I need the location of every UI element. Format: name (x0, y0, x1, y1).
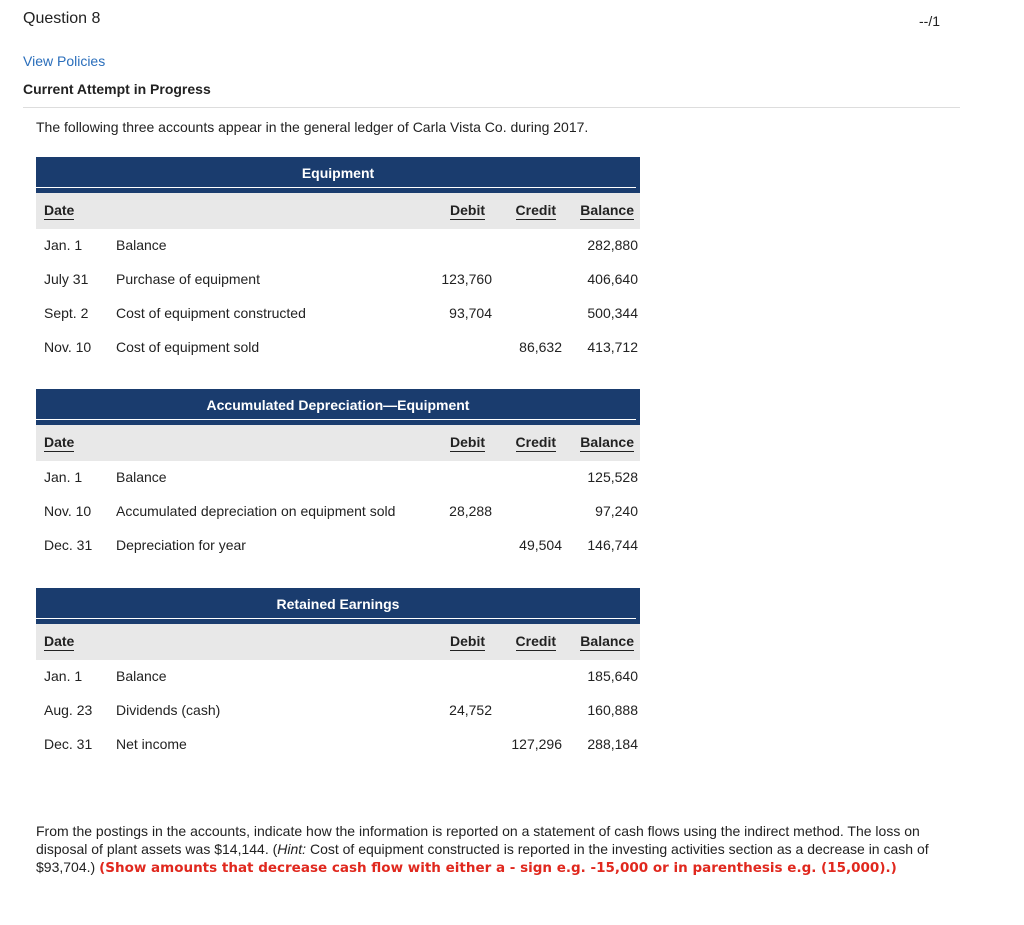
ledger-header (36, 389, 640, 425)
table-row: Jan. 1 Balance 185,640 (44, 668, 638, 684)
view-policies-link[interactable]: View Policies (23, 53, 106, 69)
col-debit: Debit (450, 434, 485, 450)
ledger-equipment (36, 157, 640, 365)
table-row: Nov. 10 Cost of equipment sold 86,632 413,712 (44, 339, 638, 355)
col-credit: Credit (515, 202, 556, 218)
question-intro: The following three accounts appear in the general ledger of Carla Vista Co. during 2017. (36, 119, 589, 135)
ledger-title: Equipment (301, 165, 375, 181)
ledger-title: Accumulated Depreciation—Equipment (206, 397, 470, 413)
answer-format-instruction: (Show amounts that decrease cash flow with either a - sign e.g. -15,000 or in parenthesis e.g. (15,000).) (99, 860, 897, 876)
col-debit: Debit (450, 633, 485, 649)
col-date: Date (44, 202, 75, 218)
col-debit: Debit (450, 202, 485, 218)
score-display: --/1 (919, 13, 940, 29)
column-headers (36, 193, 640, 229)
table-row: Dec. 31 Depreciation for year 49,504 146,744 (44, 537, 638, 553)
table-row: Nov. 10 Accumulated depreciation on equipment sold 28,288 97,240 (44, 503, 638, 519)
column-headers (36, 425, 640, 461)
table-row: Aug. 23 Dividends (cash) 24,752 160,888 (44, 702, 638, 718)
table-row: Sept. 2 Cost of equipment constructed 93,704 500,344 (44, 305, 638, 321)
table-row: July 31 Purchase of equipment 123,760 406,640 (44, 271, 638, 287)
table-row: Jan. 1 Balance 125,528 (44, 469, 638, 485)
attempt-status: Current Attempt in Progress (23, 81, 211, 97)
column-headers (36, 624, 640, 660)
col-balance: Balance (580, 434, 634, 450)
ledger-header (36, 157, 640, 193)
question-title: Question 8 (23, 10, 101, 27)
hint-label: Hint: (277, 841, 307, 857)
col-date: Date (44, 633, 75, 649)
col-date: Date (44, 434, 75, 450)
col-credit: Credit (515, 633, 556, 649)
ledger-accumulated-depreciation (36, 389, 640, 563)
divider (23, 107, 960, 108)
table-row: Jan. 1 Balance 282,880 (44, 237, 638, 253)
ledger-title: Retained Earnings (276, 596, 400, 612)
col-balance: Balance (580, 202, 634, 218)
question-instructions: From the postings in the accounts, indicate how the information is reported on a statement of cash flows using the indirect method. The loss on disposal of plant assets was $14,144. (Hint: Cost of equipment constructed is reported in the investing activities section as a decrease in cash of $93,704.) (Show amounts that decrease cash flow with either a - sign e.g. -15,000 or in parenthesis e.g. (15,000).) (36, 823, 929, 876)
col-credit: Credit (515, 434, 556, 450)
ledger-header (36, 588, 640, 624)
ledger-retained-earnings (36, 588, 640, 762)
table-row: Dec. 31 Net income 127,296 288,184 (44, 736, 638, 752)
col-balance: Balance (580, 633, 634, 649)
